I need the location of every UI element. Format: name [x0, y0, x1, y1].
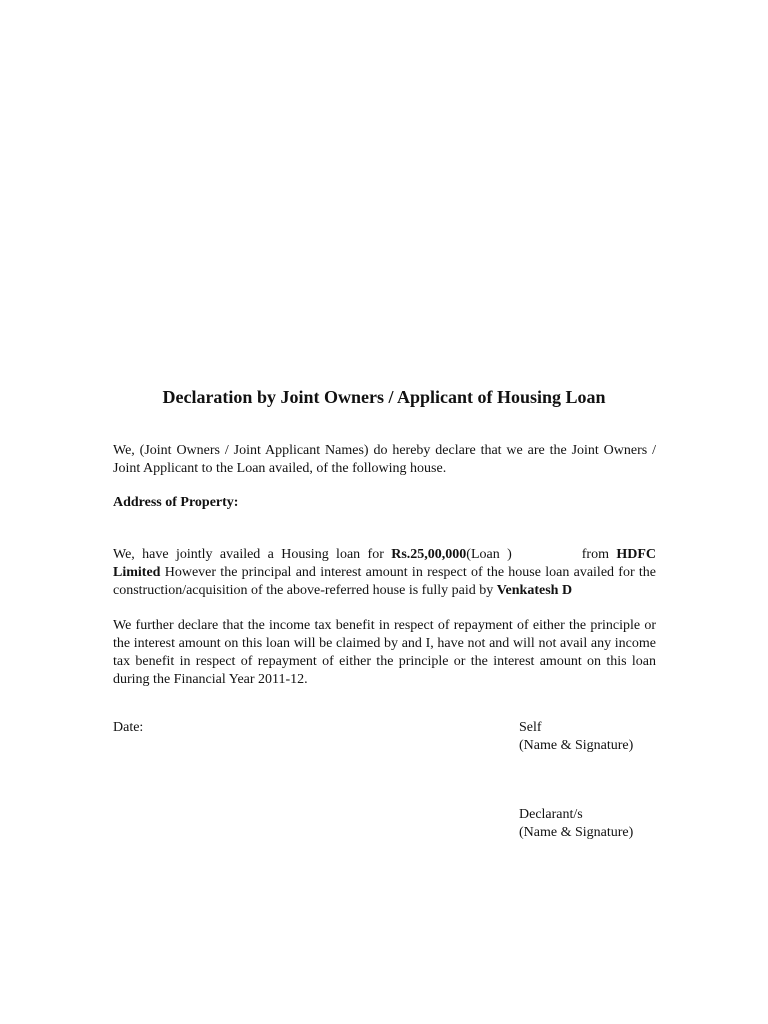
loan-paragraph — [113, 546, 656, 600]
loan-paren-text: (Loan ) — [466, 547, 512, 562]
lender-name: HDFC Limited — [113, 547, 656, 580]
loan-amount: Rs.25,00,000 — [391, 547, 467, 562]
date-label: Date: — [113, 720, 144, 735]
payer-name: Venkatesh D — [496, 583, 573, 598]
address-label: Address of Property: — [113, 495, 239, 510]
signature-role-declarant: Declarant/s — [519, 807, 583, 822]
signature-role-self: Self — [519, 720, 542, 735]
from-text: from — [581, 547, 617, 562]
document-title: Declaration by Joint Owners / Applicant of Housing Loan — [162, 387, 606, 407]
signature-caption-self: (Name & Signature) — [519, 738, 634, 753]
declaration-paragraph: We, (Joint Owners / Joint Applicant Names) do hereby declare that we are the Joint Owners / Joint Applicant to the Loan availed, of the following house. — [113, 443, 656, 476]
loan-middle-text: However the principal and interest amount in respect of the house loan availed for the construction/acquisition of the above-referred house is fully paid by — [113, 565, 656, 598]
tax-benefit-paragraph: We further declare that the income tax benefit in respect of repayment of either the principle or the interest amount on this loan will be claimed by and I, have not and will not avail any income tax benefit in respect of repayment of either the principle or the interest amount on this loan during the Financial Year 2011-12. — [113, 618, 656, 687]
signature-block-self — [519, 719, 633, 755]
signature-caption-declarant: (Name & Signature) — [519, 825, 634, 840]
signature-block-declarant — [519, 806, 633, 842]
loan-lead-text: We, have jointly availed a Housing loan for — [113, 547, 392, 562]
